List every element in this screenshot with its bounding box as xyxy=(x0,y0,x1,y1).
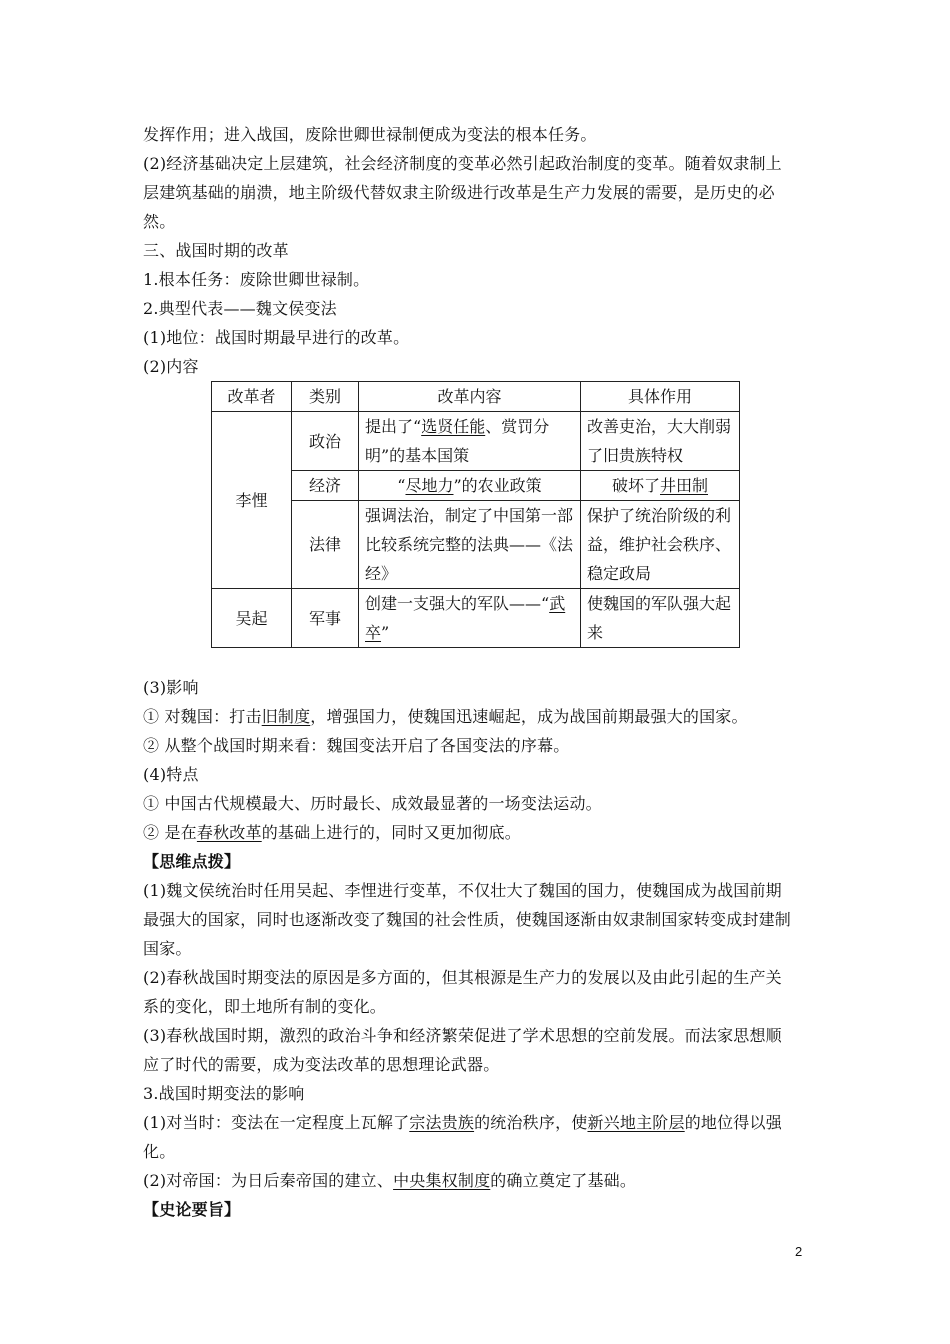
reformer-cell: 李悝 xyxy=(212,412,292,589)
paragraph-line: 层建筑基础的崩溃，地主阶级代替奴隶主阶级进行改革是生产力发展的需要，是历史的必 xyxy=(143,183,775,202)
effect-cell xyxy=(581,471,740,501)
underlined-term: 春秋改革 xyxy=(196,823,262,842)
text-span: ，增强国力，使魏国迅速崛起，成为战国前期最强大的国家。 xyxy=(310,707,748,726)
underlined-term: 尽地力 xyxy=(405,476,454,495)
subsection-heading: (4)特点 xyxy=(143,765,199,784)
underlined-term: 宗法贵族 xyxy=(409,1113,475,1132)
header-effect: 具体作用 xyxy=(581,382,740,412)
paragraph-line: (2)经济基础决定上层建筑，社会经济制度的变革必然引起政治制度的变革。随着奴隶制上 xyxy=(143,154,782,173)
text-span: ② 是在 xyxy=(143,823,197,842)
underlined-term: 中央集权制度 xyxy=(393,1171,491,1190)
content-cell xyxy=(359,589,581,648)
content-cell xyxy=(359,471,581,501)
page-number: 2 xyxy=(795,1244,803,1259)
paragraph-line: (1)地位：战国时期最早进行的改革。 xyxy=(143,328,410,347)
paragraph-line: 1.根本任务：废除世卿世禄制。 xyxy=(143,270,370,289)
underlined-term: 武卒 xyxy=(365,594,566,642)
text-span: 的确立奠定了基础。 xyxy=(490,1171,637,1190)
paragraph-line: ① 中国古代规模最大、历时最长、成效最显著的一场变法运动。 xyxy=(143,794,602,813)
text-span: 的基础上进行的，同时又更加彻底。 xyxy=(261,823,521,842)
text-span: 的地位得以强 xyxy=(684,1113,782,1132)
text-span: 的统治秩序，使 xyxy=(474,1113,588,1132)
paragraph-line: 化。 xyxy=(143,1142,176,1161)
table-row xyxy=(212,501,740,589)
top-section xyxy=(143,120,811,381)
table-row xyxy=(212,412,740,471)
text-span: ① 对魏国：打击 xyxy=(143,707,262,726)
subsection-heading: 2.典型代表——魏文侯变法 xyxy=(143,299,337,318)
paragraph-line: ② 从整个战国时期来看：魏国变法开启了各国变法的序幕。 xyxy=(143,736,570,755)
category-cell: 经济 xyxy=(292,471,359,501)
effect-cell: 使魏国的军队强大起来 xyxy=(581,589,740,648)
effect-text: 破坏了 xyxy=(611,476,660,495)
paragraph-line: 发挥作用；进入战国，废除世卿世禄制便成为变法的根本任务。 xyxy=(143,125,597,144)
reform-table xyxy=(211,381,740,648)
table-row xyxy=(212,471,740,501)
content-text: 创建一支强大的军队——“ xyxy=(365,594,550,613)
content-text: ” xyxy=(381,623,390,642)
category-cell: 政治 xyxy=(292,412,359,471)
paragraph-line: (2)春秋战国时期变法的原因是多方面的，但其根源是生产力的发展以及由此引起的生产关 xyxy=(143,968,782,987)
content-text: “ xyxy=(397,476,406,495)
subsection-heading: 3.战国时期变法的影响 xyxy=(143,1084,305,1103)
table-header-row xyxy=(212,382,740,412)
section-heading: 三、战国时期的改革 xyxy=(143,241,289,260)
header-content: 改革内容 xyxy=(359,382,581,412)
effect-cell: 改善吏治，大大削弱了旧贵族特权 xyxy=(581,412,740,471)
underlined-term: 井田制 xyxy=(660,476,709,495)
table-row xyxy=(212,589,740,648)
thinking-heading: 【思维点拨】 xyxy=(143,852,241,871)
underlined-term: 旧制度 xyxy=(261,707,311,726)
subsection-heading: (3)影响 xyxy=(143,678,199,697)
content-text: 提出了“ xyxy=(365,417,422,436)
category-cell: 法律 xyxy=(292,501,359,589)
paragraph-line: 最强大的国家，同时也逐渐改变了魏国的社会性质，使魏国逐渐由奴隶制国家转变成封建制 xyxy=(143,910,792,929)
content-cell xyxy=(359,412,581,471)
content-cell: 强调法治，制定了中国第一部比较系统完整的法典——《法经》 xyxy=(359,501,581,589)
paragraph-line: 然。 xyxy=(143,212,176,231)
paragraph-line: (1)魏文侯统治时任用吴起、李悝进行变革，不仅壮大了魏国的国力，使魏国成为战国前期 xyxy=(143,881,782,900)
content-text: 、赏罚分明”的基本国策 xyxy=(365,417,550,465)
paragraph-line: 国家。 xyxy=(143,939,192,958)
header-category: 类别 xyxy=(292,382,359,412)
paragraph-line xyxy=(143,702,811,731)
paragraph-line: 系的变化，即土地所有制的变化。 xyxy=(143,997,387,1016)
header-reformer: 改革者 xyxy=(212,382,292,412)
content-text: ”的农业政策 xyxy=(453,476,542,495)
underlined-term: 选贤任能 xyxy=(421,417,486,436)
text-span: (2)对帝国：为日后秦帝国的建立、 xyxy=(143,1171,394,1190)
category-cell: 军事 xyxy=(292,589,359,648)
reformer-cell: 吴起 xyxy=(212,589,292,648)
bottom-section xyxy=(143,673,811,1224)
paragraph-line: (2)内容 xyxy=(143,357,199,376)
paragraph-line xyxy=(143,1108,811,1137)
paragraph-line xyxy=(143,818,811,847)
paragraph-line xyxy=(143,1166,811,1195)
paragraph-line: (3)春秋战国时期，激烈的政治斗争和经济繁荣促进了学术思想的空前发展。而法家思想顺 xyxy=(143,1026,782,1045)
paragraph-line: 应了时代的需要，成为变法改革的思想理论武器。 xyxy=(143,1055,500,1074)
underlined-term: 新兴地主阶层 xyxy=(587,1113,685,1132)
effect-cell: 保护了统治阶级的利益，维护社会秩序、稳定政局 xyxy=(581,501,740,589)
text-span: (1)对当时：变法在一定程度上瓦解了 xyxy=(143,1113,410,1132)
history-heading: 【史论要旨】 xyxy=(143,1200,241,1219)
